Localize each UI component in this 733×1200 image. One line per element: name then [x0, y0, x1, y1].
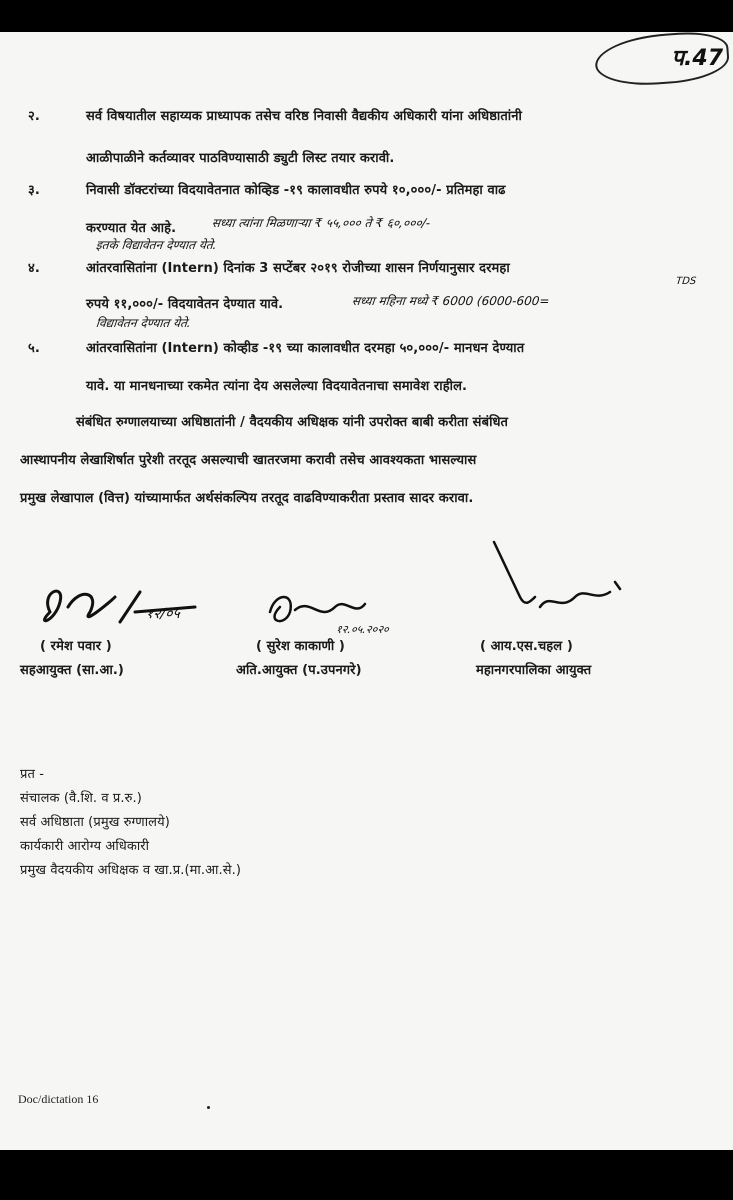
para-4-line-1: आंतरवासितांना (Intern) दिनांक 3 सप्टेंबर २०१९ रोजीच्या शासन निर्णयानुसार दरमहा	[86, 261, 510, 276]
para-3-line-2: करण्यात येत आहे.	[86, 221, 177, 236]
closing-line-3: प्रमुख लेखापाल (वित्त) यांच्यामार्फत अर्थसंकल्पिय तरतूद वाढविण्याकरीता प्रस्ताव सादर करावा.	[20, 491, 474, 506]
closing-line-1: संबंधित रुग्णालयाच्या अधिष्ठातांनी / वैदयकीय अधिक्षक यांनी उपरोक्त बाबी करीता संबंधित	[76, 415, 509, 430]
para-4-handwritten-note: TDS	[675, 276, 697, 287]
copy-to-item-2: सर्व अधिष्ठाता (प्रमुख रुग्णालये)	[20, 815, 170, 830]
signature-2-date: १२.०५.२०२०	[335, 623, 390, 636]
para-5-line-2: यावे. या मानधनाच्या रकमेत त्यांना देय असलेल्या विदयावेतनाचा समावेश राहील.	[86, 379, 468, 394]
signatory-1-title: सहआयुक्त (सा.आ.)	[20, 663, 124, 678]
para-3-number: ३.	[28, 183, 40, 198]
copy-to-item-1: संचालक (वै.शि. व प्र.रु.)	[20, 791, 142, 806]
signatory-1-name: ( रमेश पवार )	[40, 639, 112, 654]
para-3-handwritten-1: सध्या त्यांना मिळणाऱ्या ₹ ५५,००० ते ₹ ६०,०००/-	[211, 216, 431, 230]
copy-to-item-3: कार्यकारी आरोग्य अधिकारी	[20, 839, 150, 854]
para-5-line-1: आंतरवासितांना (Intern) कोव्हीड -१९ च्या कालावधीत दरमहा ५०,०००/- मानधन देण्यात	[86, 341, 525, 356]
para-4-handwritten-1: सध्या महिना मध्ये ₹ 6000 (6000-600=	[351, 294, 551, 308]
para-4-number: ४.	[28, 261, 40, 276]
para-4-handwritten-2: विद्यावेतन देण्यात येते.	[95, 316, 192, 330]
document-page	[0, 32, 733, 1150]
para-2-line-1: सर्व विषयातील सहाय्यक प्राध्यापक तसेच वरिष्ठ निवासी वैद्यकीय अधिकारी यांना अधिष्ठातांनी	[86, 109, 522, 124]
para-5-number: ५.	[28, 341, 40, 356]
signatory-3-title: महानगरपालिका आयुक्त	[476, 663, 592, 678]
para-3-line-1: निवासी डॉक्टरांच्या विदयावेतनात कोव्हिड -१९ कालावधीत रुपये १०,०००/- प्रतिमहा वाढ	[86, 183, 506, 198]
para-2-number: २.	[28, 109, 40, 124]
copy-to-heading: प्रत -	[20, 767, 45, 782]
page-stamp: प.47	[671, 46, 723, 71]
footer-doc-ref: Doc/dictation 16	[18, 1092, 99, 1106]
signatory-2-name: ( सुरेश काकाणी )	[256, 639, 345, 654]
signatory-2-title: अति.आयुक्त (प.उपनगरे)	[236, 663, 362, 678]
signature-1-scribble	[20, 572, 220, 642]
closing-line-2: आस्थापनीय लेखाशिर्षात पुरेशी तरतूद असल्याची खातरजमा करावी तसेच आवश्यकता भासल्यास	[20, 453, 477, 468]
stray-dot	[207, 1106, 210, 1109]
signature-1-date: १२/०५	[145, 606, 181, 622]
para-3-handwritten-2: इतके विद्यावेतन देण्यात येते.	[95, 238, 218, 252]
para-2-line-2: आळीपाळीने कर्तव्यावर पाठविण्यासाठी ड्युटी लिस्ट तयार करावी.	[86, 151, 395, 166]
signatory-3-name: ( आय.एस.चहल )	[480, 639, 573, 654]
para-4-line-2: रुपये ११,०००/- विदयावेतन देण्यात यावे.	[86, 297, 284, 312]
copy-to-item-4: प्रमुख वैदयकीय अधिक्षक व खा.प्र.(मा.आ.से.)	[20, 863, 242, 878]
signature-3-scribble	[480, 537, 640, 627]
